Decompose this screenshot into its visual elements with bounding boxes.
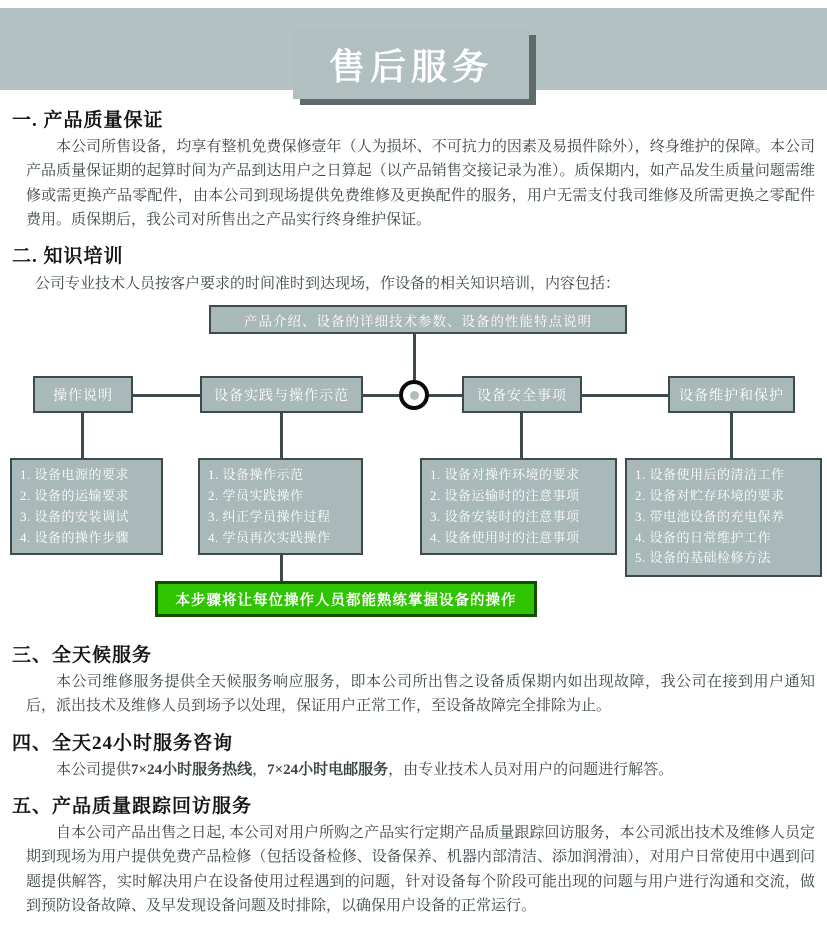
section4-paragraph: [26, 758, 815, 782]
list-item: 3. 设备的安装调试: [20, 508, 130, 524]
list-box-maintenance: [625, 458, 822, 577]
result-box: [155, 581, 537, 617]
title-banner: [293, 29, 529, 99]
branch-node-practice: [200, 376, 363, 413]
connector-b1-list: [81, 411, 84, 460]
connector-b4-list: [730, 411, 733, 460]
connector-circle-b3: [427, 394, 462, 397]
branch-node-maintenance: [668, 376, 795, 413]
branch-node-operation: [33, 376, 133, 413]
document-body: [0, 96, 827, 926]
section2-intro: 公司专业技术人员按客户要求的时间准时到达现场，作设备的相关知识培训，内容包括：: [35, 276, 621, 293]
page-title: 售后服务: [328, 45, 493, 87]
branch-node-safety: [462, 376, 582, 413]
list-item: 4. 设备的操作步骤: [20, 529, 130, 545]
connector-b2-circle: [363, 394, 401, 397]
list-item: 2. 学员实践操作: [208, 487, 304, 503]
section3-paragraph: 本公司维修服务提供全天候服务响应服务，即本公司所出售之设备质保期内如出现故障，我公司在接到用户通知后，派出技术及维修人员到场予以处理，保证用户正常工作，至设备故障完全排除为止。: [26, 674, 815, 715]
section4-heading: 四、全天24小时服务咨询: [12, 732, 234, 754]
training-flowchart: [0, 300, 827, 626]
list-item: 4. 设备使用时的注意事项: [430, 529, 580, 545]
connector-list2-result: [280, 553, 283, 583]
section4-text-prefix: 本公司提供: [56, 761, 132, 778]
list-item: 2. 设备对贮存环境的要求: [635, 487, 785, 503]
list-item: 1. 设备对操作环境的要求: [430, 467, 580, 483]
connector-b1-b2: [133, 394, 200, 397]
branch-node-label: 设备安全事项: [477, 388, 567, 404]
list-item: 4. 学员再次实践操作: [208, 529, 331, 545]
list-item: 2. 设备运输时的注意事项: [430, 487, 580, 503]
connector-b3-b4: [582, 394, 668, 397]
list-item: 3. 纠正学员操作过程: [208, 508, 331, 524]
section4-comma: ，: [252, 761, 268, 778]
junction-dot-icon: [410, 391, 419, 400]
list-item: 5. 设备的基础检修方法: [635, 550, 772, 566]
section5-heading: 五、产品质量跟踪回访服务: [12, 796, 253, 818]
list-item: 3. 设备安装时的注意事项: [430, 508, 580, 524]
branch-node-label: 设备实践与操作示范: [214, 388, 349, 404]
result-box-label: 本步骤将让每位操作人员都能熟练掌握设备的操作: [175, 592, 517, 609]
list-box-safety: [420, 458, 617, 555]
list-item: 1. 设备操作示范: [208, 467, 304, 483]
connector-b3-list: [520, 411, 523, 460]
list-item: 2. 设备的运输要求: [20, 487, 130, 503]
section5-paragraph: 自本公司产品出售之日起, 本公司对用户所购之产品实行定期产品质量跟踪回访服务，本公司派出技术及维修人员定期到现场为用户提供免费产品检修（包括设备检修、设备保养、机器内部清洁、添加润滑油），对用户日常使用中遇到问题提供解答，实时解决用户在设备使用过程遇到的问题，针对设备每个阶段可能出现的问题与用户进行沟通和交流，做到预防设备故障、及早发现设备问题及时排除，以确保用户设备的正常运行。: [26, 825, 815, 914]
section2-heading: 二. 知识培训: [12, 246, 124, 268]
flowchart-top-node-label: 产品介绍、设备的详细技术参数、设备的性能特点说明: [244, 313, 592, 329]
list-item: 4. 设备的日常维护工作: [635, 529, 772, 545]
list-item: 1. 设备电源的要求: [20, 467, 130, 483]
section1-paragraph: 本公司所售设备，均享有整机免费保修壹年（人为损坏、不可抗力的因素及易损件除外），终身维护的保障。本公司产品质量保证期的起算时间为产品到达用户之日算起（以产品销售交接记录为准）。质保期内，如产品发生质量问题需维修或需更换产品零配件，由本公司到现场提供免费维修及更换配件的服务，用户无需支付我司维修及所需更换之零配件费用。质保期后，我公司对所售出之产品实行终身维护保证。: [26, 139, 815, 228]
section1-heading: 一. 产品质量保证: [12, 110, 164, 131]
junction-circle-icon: [399, 380, 429, 410]
list-box-practice: [198, 458, 363, 555]
flowchart-top-node: [209, 305, 627, 334]
connector-b2-list: [280, 411, 283, 460]
hotline-text: 7×24小时服务热线: [131, 761, 253, 778]
section4-text-suffix: ，由专业技术人员对用户的问题进行解答。: [388, 761, 674, 778]
branch-node-label: 操作说明: [53, 388, 113, 404]
list-item: 3. 带电池设备的充电保养: [635, 508, 785, 524]
section3-heading: 三、全天候服务: [12, 645, 153, 667]
branch-node-label: 设备维护和保护: [679, 388, 784, 404]
list-box-operation: [10, 458, 163, 555]
connector-top-to-circle: [413, 334, 416, 380]
email-service-text: 7×24小时电邮服务: [267, 761, 389, 778]
list-item: 1. 设备使用后的清洁工作: [635, 467, 785, 483]
